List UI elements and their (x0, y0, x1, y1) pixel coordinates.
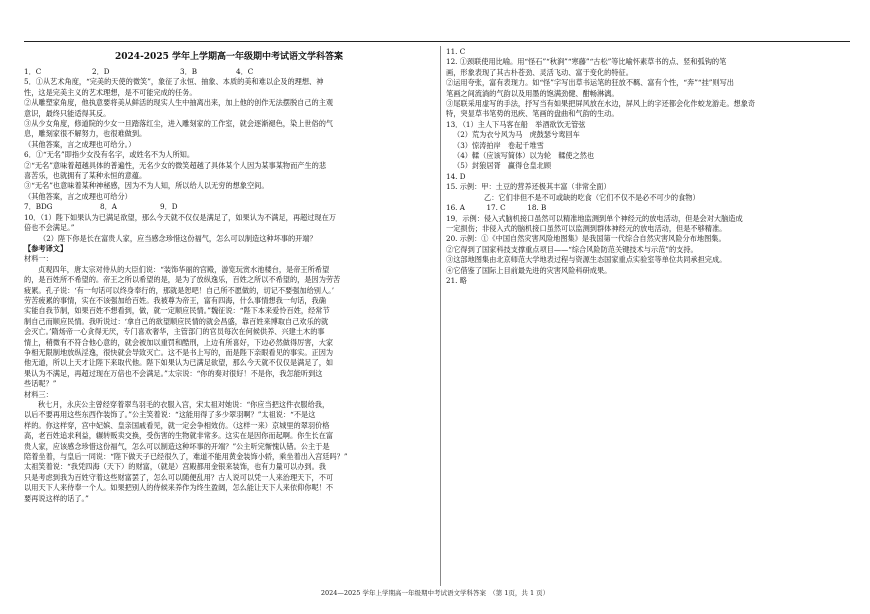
q20-line: ③这部地图集由北京师范大学地表过程与资源生态国家重点实验室等单位共同承担完成。 (446, 255, 727, 265)
material3-line: 太祖笑着说：“我凭四海（天下）的财富，（就是）宫殿都用金银来装饰，也有力量可以办到。我 (24, 462, 326, 472)
q10-line: （2）陛下你是长在富贵人家，应当感念珍惜这份福气，怎么可以制造这种坏事的开端？ (39, 233, 317, 243)
answer-8: 8．A (100, 202, 117, 212)
q5-line: 5．①从艺术角度，“完美的天使的微笑”，象征了永恒、抽象、本质的美和难以企及的理想、神 (24, 77, 324, 87)
q13-line: （4）輮（应该写简体）以为轮 輮使之然也 (453, 151, 595, 161)
q19-line: 19．示例：侵入式脑机接口虽然可以精准地监测到单个神经元的放电活动，但是会对大脑造成 (446, 213, 743, 223)
q15-line: 乙：它们非但不是不可或缺的吃食（它们不仅不是必不可少的食物） (484, 192, 700, 202)
material1-line: 会灭亡。’隋炀帝一心贪得无厌，专门喜欢奢华，主管部门的官员每次在何候供养、兴建土木的事 (24, 327, 325, 337)
mc-answers (24, 67, 434, 77)
material1-line: 疲累。孔子说：‘有一句话可以终身奉行的，那就是恕吧！自己所不愿做的，切记不要强加给别人。’ (24, 285, 335, 295)
q19-line: 一定损伤；非侵入式的脑机接口虽然可以监测到群体神经元的放电活动，但是不够精准。 (446, 223, 727, 233)
q15-line: 15. 示例：甲：土豆的营养还极其丰富（非常全面） (446, 182, 611, 192)
material1-line: 争相无限制地放纵淫逸，很快就会导致灭亡。这不是书上写的，而是陛下亲眼看见的事实。正因为 (24, 347, 334, 357)
material1-line: 劳苦疲累的事情，实在不该强加给百姓。我被尊为帝王，富有四海，什么事情想我一句话，我确 (24, 295, 326, 305)
q21-answer: 21. 略 (446, 275, 467, 285)
q6-note: （其他答案，言之成理也可给分） (24, 191, 132, 201)
material1-line: 实能自我节制，如果百姓不想看到，做，就一定顺应民情。”魏征说：“陛下本来爱怜百姓，经常节 (24, 306, 330, 316)
answer-1: 1．C (24, 67, 42, 76)
page-title: 2024-2025 学年上学期高一年级期中考试语文学科答案 (115, 52, 343, 62)
left-column (24, 47, 434, 504)
answer-2: 2．D (92, 67, 110, 76)
q10-line: 倍也不会满足。” (24, 223, 75, 233)
material3-line: 以后不要再用这些东西作装饰了。”公主笑着说：“这能用得了多少翠羽啊？”太祖说：“不是这 (24, 410, 316, 420)
q5-note: （其他答案，言之成理也可给分。） (24, 139, 136, 149)
q7-9-answers (24, 202, 434, 212)
material1-line: 贞观四年，唐太宗对侍从的大臣们说：“装饰华丽的宫殿，游览玩赏水池楼台，是帝王所希望 (38, 264, 330, 274)
q16-18-answers: 16. A 17. C 18. B (446, 203, 547, 213)
q20-line: ②它得到了国家科技支撑重点项目——“综合风险防范关键技术与示范”的支持。 (446, 244, 698, 254)
q12-line: 12. ①颈联使用比喻。用“怪石”“秋涧”“寒藤”“古松”等比喻怀素草书的点、竖和弧钩的笔 (446, 57, 727, 67)
material1-line: 果认为不满足，再超过现在万倍也不会满足。”太宗说：“你的奏对很好！不是你，我怎能听到这 (24, 368, 323, 378)
q6-line: ②“无名”意味着超越具体的普遍性，无名少女的微笑超越了具体某个人因为某事某物而产生的悲 (24, 160, 327, 170)
q20-line: ④它借鉴了国际上目前最先进的灾害风险科研成果。 (446, 265, 612, 275)
q13-line: 13．（1）主人下马客在船 举酒欲饮无管弦 (446, 119, 586, 129)
q20-line: 20. 示例：①《中国自然灾害风险地图集》是我国第一代综合自然灾害风险分布地图集。 (446, 234, 726, 244)
right-column (446, 47, 850, 286)
q14-answer: 14. D (446, 171, 466, 181)
material1-line: 些话呢？” (24, 379, 57, 389)
material3-line: 要再说这样的话了。” (24, 493, 89, 503)
material3-line: 陪着坐着，与皇后一同说：“陛下做天子已经很久了，难道不能用黄金装饰小轿，乘坐着出入宫廷吗？” (24, 452, 348, 462)
q6-line: ③“无名”也意味着某种神秘感，因为不为人知，所以给人以无穷的想象空间。 (24, 181, 269, 191)
q12-line: ②运用夸张，富有表现力。如“怪”字写出草书运笔的狂放不羁、富有个性，“奔”“挂”则写出 (446, 78, 734, 88)
q12-line: 特，突显草书笔势的迅疾、笔画的盘曲和气韵的生动。 (446, 109, 619, 119)
q5-line: 意识，最终只能适得其反。 (24, 108, 111, 118)
material3-line: 高，老百姓追求利益，辗转贩卖交换，受伤害的生物就非常多。这实在是因你而起啊。你生长在富 (24, 431, 334, 441)
material1-line: 他无道，所以上天才让陛下来取代他。陛下如果认为已满足欲望，那么今天就不仅仅是满足了，如 (24, 358, 334, 368)
q5-line: ③从少女角度，修道院的少女一旦踏落红尘，进入雕刻家的工作室，就会逐渐褪色，染上世俗的气 (24, 119, 334, 129)
q6-line: 6．①“无名”即指少女没有名字，或姓名不为人所知。 (24, 150, 195, 160)
material1-label: 材料一： (24, 254, 53, 264)
answer-7: 7．BDG (24, 202, 53, 212)
reference-heading: 【参考译文】 (24, 243, 68, 253)
answer-4: 4．C (236, 67, 254, 76)
material3-label: 材料三： (24, 389, 53, 399)
material3-line: 以用天下人来侍奉一个人。如果把别人的侍候来养作为终生盈阔，怎么能让天下人来依仰你呢！不 (24, 483, 334, 493)
q13-line: （2）荒为衣兮风为马 虎鼓瑟兮鸾回车 (453, 130, 580, 140)
q12-line: 笔画之间流淌的气韵以及用墨的饱满劲健、酣畅淋漓。 (446, 88, 619, 98)
material1-line: 情上，稍微有不符合他心意的，就会被加以重罚和酷刑，上边有所喜好，下边必然做得厉害，大家 (24, 337, 334, 347)
q5-line: ②从雕塑家角度，他执意要将美从鲜活的现实人生中抽离出来，加上他的创作无法摆脱自己的主观 (24, 98, 334, 108)
material3-line: 只是考虑到我为百姓守着这些财富罢了，怎么可以随便乱用？古人说可以凭一人来治理天下，不可 (24, 472, 334, 482)
q13-line: （3）惊涛拍岸 卷起千堆雪 (453, 140, 544, 150)
top-rule (24, 41, 850, 42)
q12-line: ③尾联采用虚写的手法，抒写当有如果把屏风放在水边，屏风上的字还都会化作蛟龙游走。想象奇 (446, 99, 756, 109)
material1-line: 制自己而顺应民情。我听说过：‘拿自己的欲望顺应民情的就会昌盛，靠百姓来博取自己欢乐的就 (24, 316, 329, 326)
material1-line: 的，是百姓所不希望的。帝王之所以希望的是，是为了放纵逸乐，百姓之所以不希望的，是因为劳苦 (24, 275, 341, 285)
q6-line: 喜苦乐，也就拥有了某种永恒的意蕴。 (24, 171, 147, 181)
column-divider (440, 46, 441, 586)
q10-line: 10．（1）陛下如果认为已满足欲望，那么今天就不仅仅是满足了，如果认为不满足，再超过现在万 (24, 212, 336, 222)
material3-line: 贵人家，应该感念珍惜这份福气，怎么可以制造这种坏事的开端？”公主听完惭愧认错。公主于是 (24, 441, 330, 451)
q13-line: （5）封狼居胥 赢得仓皇北顾 (453, 161, 552, 171)
answer-3: 3．B (180, 67, 198, 76)
q12-line: 画，形象表现了其古朴苍劲、灵活飞动、富于变化的特征。 (446, 67, 633, 77)
answer-9: 9．D (160, 202, 178, 212)
material3-line: 样的。你这样穿，宫中妃嫔、皇亲国戚看见，就一定会争相效仿。（这样一来）京城里的翠羽价格 (24, 420, 330, 430)
page-footer: 2024—2025 学年上学期高一年级期中考试语文学科答案 （第 1页，共 1 页） (320, 589, 550, 597)
q5-line: 性，这是完美主义的艺术理想，是不可能完成的任务。 (24, 87, 197, 97)
q5-line: 息，雕刻家很不解努力，也很难做到。 (24, 129, 147, 139)
q11-answer: 11. C (446, 47, 466, 56)
material3-line: 秋七月，永庆公主曾经穿着翠鸟羽毛的衣服入宫，宋太祖对她说：“你应当把这件衣服给我， (38, 400, 330, 409)
